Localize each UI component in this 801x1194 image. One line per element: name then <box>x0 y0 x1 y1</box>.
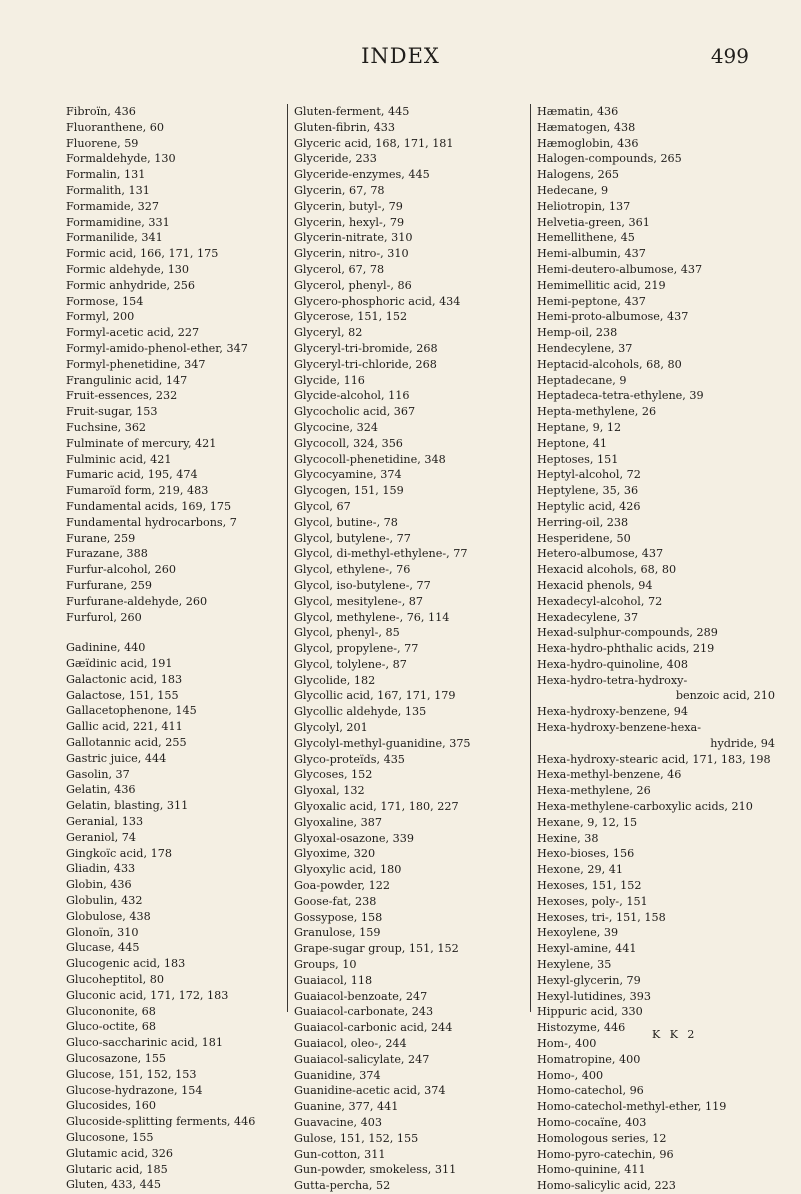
index-entry: Glucosides, 160 <box>66 1099 157 1113</box>
index-entry: Groups, 10 <box>294 958 357 972</box>
index-entry: Glyoxalic acid, 171, 180, 227 <box>294 800 459 814</box>
index-entry: Glyco-proteïds, 435 <box>294 752 405 766</box>
index-entry: Fundamental hydrocarbons, 7 <box>66 515 237 529</box>
index-entry: Formamidine, 331 <box>66 215 170 229</box>
index-entry: Formanilide, 341 <box>66 231 163 245</box>
index-entry: Hemellithene, 45 <box>537 231 635 245</box>
index-entry: Formyl, 200 <box>66 310 135 324</box>
index-entry: Hexadecylene, 37 <box>537 610 639 624</box>
index-entry: Glyceryl, 82 <box>294 326 363 340</box>
index-entry: Gelatin, 436 <box>66 783 136 797</box>
index-entry: Glutaric acid, 185 <box>66 1162 168 1176</box>
index-entry: Gelatin, blasting, 311 <box>66 799 189 813</box>
index-entry: Herring-oil, 238 <box>537 515 629 529</box>
index-entry: Glyceryl-tri-bromide, 268 <box>294 341 438 355</box>
index-entry: Goose-fat, 238 <box>294 894 377 908</box>
index-entry: Hedecane, 9 <box>537 183 609 197</box>
index-entry: Glycol, phenyl-, 85 <box>294 626 400 640</box>
index-entry: Gastric juice, 444 <box>66 751 167 765</box>
index-entry: Hetero-albumose, 437 <box>537 547 664 561</box>
index-entry: Hexyl-amine, 441 <box>537 942 637 956</box>
index-entry: Glycerin, nitro-, 310 <box>294 247 409 261</box>
index-entry: Gluconic acid, 171, 172, 183 <box>66 988 229 1002</box>
index-entry: hydride, 94 <box>710 736 775 750</box>
index-entry: Formyl-phenetidine, 347 <box>66 357 206 371</box>
index-entry: Fulminate of mercury, 421 <box>66 436 217 450</box>
index-entry: Guavacine, 403 <box>294 1116 382 1129</box>
index-entry: Formic anhydride, 256 <box>66 278 195 292</box>
index-entry: Hexacid phenols, 94 <box>537 578 653 592</box>
index-entry: Hemimellitic acid, 219 <box>537 278 666 292</box>
index-entry: Glyceric acid, 168, 171, 181 <box>294 136 454 150</box>
index-entry: Guanine, 377, 441 <box>294 1100 399 1114</box>
index-entry: Hexa-hydro-tetra-hydroxy- <box>537 673 688 687</box>
index-entry: Gulose, 151, 152, 155 <box>294 1131 419 1145</box>
index-entry: Glycocyamine, 374 <box>294 468 402 482</box>
index-entry: Hexone, 29, 41 <box>537 863 623 877</box>
index-entry: Fruit-essences, 232 <box>66 389 178 403</box>
index-entry: Homo-catechol-methyl-ether, 119 <box>537 1100 727 1114</box>
index-entry: Glycol, iso-butylene-, 77 <box>294 578 431 592</box>
index-entry: Glycoses, 152 <box>294 768 373 782</box>
index-entry: Glucosone, 155 <box>66 1131 154 1144</box>
index-entry: Hexoses, tri-, 151, 158 <box>537 910 666 924</box>
index-entry: Glucase, 445 <box>66 941 140 955</box>
index-entry: Glyoxal, 132 <box>294 784 365 798</box>
index-entry: Glucoside-splitting ferments, 446 <box>66 1115 256 1129</box>
index-entry: Glyceryl-tri-chloride, 268 <box>294 357 437 371</box>
index-entry: Globulose, 438 <box>66 909 151 923</box>
index-entry: Heptadeca-tetra-ethylene, 39 <box>537 389 704 403</box>
index-entry: Homo-catechol, 96 <box>537 1084 644 1098</box>
index-entry: Goa-powder, 122 <box>294 879 390 893</box>
index-entry: Glycol, tolylene-, 87 <box>294 657 407 671</box>
index-entry: Hepta-methylene, 26 <box>537 405 657 419</box>
index-entry: Glycerin, butyl-, 79 <box>294 199 403 213</box>
index-entry: Glucogenic acid, 183 <box>66 957 186 971</box>
index-entry: Glycol, butylene-, 77 <box>294 531 411 545</box>
index-entry: Hom-, 400 <box>537 1037 597 1051</box>
index-entry: Glycolyl-methyl-guanidine, 375 <box>294 736 471 750</box>
index-entry: Gallotannic acid, 255 <box>66 736 187 750</box>
index-entry: Halogens, 265 <box>537 168 619 182</box>
index-entry: Hemp-oil, 238 <box>537 326 618 340</box>
index-entry: Gadinine, 440 <box>66 641 146 655</box>
index-entry: Glycol, ethylene-, 76 <box>294 563 411 577</box>
index-entry: Frangulinic acid, 147 <box>66 373 188 387</box>
index-entry: Guaiacol-carbonate, 243 <box>294 1005 434 1019</box>
index-entry: Fundamental acids, 169, 175 <box>66 499 232 513</box>
index-entry: Glucoheptitol, 80 <box>66 973 164 987</box>
index-entry: Heptane, 9, 12 <box>537 420 622 434</box>
index-entry: Galactose, 151, 155 <box>66 688 179 702</box>
index-entry: Gluten-fibrin, 433 <box>294 120 396 134</box>
index-entry: Galactonic acid, 183 <box>66 672 183 686</box>
index-entry: Hexyl-glycerin, 79 <box>537 973 641 987</box>
index-entry: Hexoses, poly-, 151 <box>537 894 648 908</box>
index-entry: Glycol, mesitylene-, 87 <box>294 594 424 608</box>
index-entry: Heptylene, 35, 36 <box>537 484 639 498</box>
index-entry: Hexad-sulphur-compounds, 289 <box>537 626 718 640</box>
index-entry: Geraniol, 74 <box>66 830 137 844</box>
signature-mark: K K 2 <box>652 1028 698 1041</box>
index-entry: Hesperidene, 50 <box>537 531 631 545</box>
index-entry: Glycocholic acid, 367 <box>294 405 416 419</box>
index-entry: Heptyl-alcohol, 72 <box>537 468 641 482</box>
index-entry: benzoic acid, 210 <box>675 689 775 703</box>
index-entry: Globulin, 432 <box>66 894 143 908</box>
index-entry: Formaldehyde, 130 <box>66 152 176 166</box>
index-entry: Homatropine, 400 <box>537 1052 641 1066</box>
index-entry: Glucose-hydrazone, 154 <box>66 1083 203 1097</box>
page-number: 499 <box>710 44 749 68</box>
index-entry: Glyoxylic acid, 180 <box>294 863 402 877</box>
index-entry: Glycogen, 151, 159 <box>294 484 404 498</box>
index-entry: Granulose, 159 <box>294 926 381 940</box>
index-entry: Glycerin-nitrate, 310 <box>294 231 413 245</box>
index-entry: Glycerol, phenyl-, 86 <box>294 278 412 292</box>
index-entry: Glycolyl, 201 <box>294 721 368 735</box>
index-entry: Fruit-sugar, 153 <box>66 405 158 419</box>
index-entry: Furfurol, 260 <box>66 610 142 624</box>
index-entry: Fluoranthene, 60 <box>66 120 164 134</box>
index-entry: Hexoylene, 39 <box>537 926 619 940</box>
index-entry: Hæmatogen, 438 <box>537 120 636 134</box>
index-entry: Gutta-percha, 52 <box>294 1179 391 1193</box>
index-entry: Heptadecane, 9 <box>537 373 627 387</box>
index-entry: Furfur-alcohol, 260 <box>66 563 177 577</box>
index-entry: Glucononite, 68 <box>66 1004 156 1018</box>
index-entry: Hendecylene, 37 <box>537 341 633 355</box>
index-entry: Glyceride-enzymes, 445 <box>294 168 430 182</box>
index-entry: Glycollic acid, 167, 171, 179 <box>294 689 456 703</box>
index-entry: Guaiacol-carbonic acid, 244 <box>294 1021 453 1035</box>
index-column-2 <box>287 104 512 1193</box>
index-entry: Hæmoglobin, 436 <box>537 136 639 150</box>
index-entry: Hexoses, 151, 152 <box>537 879 642 893</box>
index-entry: Glutamic acid, 326 <box>66 1146 174 1160</box>
index-entry: Homo-pyro-catechin, 96 <box>537 1147 674 1161</box>
index-entry: Glycol, 67 <box>294 499 351 513</box>
index-entry: Glyoxal-osazone, 339 <box>294 831 414 845</box>
index-entry: Gun-powder, smokeless, 311 <box>294 1163 457 1177</box>
index-entry: Homo-cocaïne, 403 <box>537 1116 647 1129</box>
index-entry: Formyl-amido-phenol-ether, 347 <box>66 341 248 355</box>
index-entry: Glycerose, 151, 152 <box>294 310 408 324</box>
index-entry: Homo-, 400 <box>537 1068 604 1082</box>
index-entry: Gossypose, 158 <box>294 910 383 924</box>
index-entry: Fuchsine, 362 <box>66 420 147 434</box>
index-entry: Gingkoïc acid, 178 <box>66 846 172 860</box>
index-entry: Gun-cotton, 311 <box>294 1147 386 1161</box>
index-entry: Fulminic acid, 421 <box>66 452 172 466</box>
index-entry: Heliotropin, 137 <box>537 199 631 213</box>
index-entry: Glycocine, 324 <box>294 420 378 434</box>
index-entry: Guaiacol-salicylate, 247 <box>294 1052 430 1066</box>
index-entry: Glycol, di-methyl-ethylene-, 77 <box>294 547 468 561</box>
index-entry: Formic acid, 166, 171, 175 <box>66 247 219 261</box>
index-entry: Geranial, 133 <box>66 815 144 829</box>
index-entry: Furane, 259 <box>66 531 136 545</box>
index-entry: Glycerol, 67, 78 <box>294 262 385 276</box>
index-entry: Hæmatin, 436 <box>537 105 619 118</box>
index-entry: Guaiacol, oleo-, 244 <box>294 1037 407 1051</box>
index-entry: Hexyl-lutidines, 393 <box>537 989 651 1003</box>
index-entry: Glycide, 116 <box>294 373 365 387</box>
index-entry: Helvetia-green, 361 <box>537 215 650 229</box>
index-entry: Hexo-bioses, 156 <box>537 847 635 861</box>
index-entry: Heptylic acid, 426 <box>537 499 641 513</box>
index-entry: Hemi-deutero-albumose, 437 <box>537 262 703 276</box>
index-entry: Glyceride, 233 <box>294 152 377 166</box>
index-entry: Fibroïn, 436 <box>66 105 136 118</box>
index-entry: Glycerin, 67, 78 <box>294 183 385 197</box>
index-entry: Gasolin, 37 <box>66 767 130 781</box>
index-entry: Glycero-phosphoric acid, 434 <box>294 294 461 308</box>
index-entry: Formose, 154 <box>66 294 144 308</box>
index-entry: Guanidine-acetic acid, 374 <box>294 1084 446 1098</box>
index-entry: Fumaric acid, 195, 474 <box>66 468 198 482</box>
index-entry: Hexa-methyl-benzene, 46 <box>537 768 682 782</box>
index-entry: Homo-salicylic acid, 223 <box>537 1179 676 1193</box>
index-entry: Hexylene, 35 <box>537 958 612 972</box>
index-entry: Furfurane, 259 <box>66 578 152 592</box>
index-entry: Gluten, 433, 445 <box>66 1178 161 1192</box>
index-entry: Glycocoll-phenetidine, 348 <box>294 452 446 466</box>
index-entry: Hexa-hydroxy-stearic acid, 171, 183, 198 <box>537 752 771 766</box>
index-entry: Histozyme, 446 <box>537 1021 626 1035</box>
index-entry: Hemi-proto-albumose, 437 <box>537 310 689 324</box>
index-entry: Hexine, 38 <box>537 831 599 845</box>
index-entry: Gæïdinic acid, 191 <box>66 657 173 671</box>
index-entry: Halogen-compounds, 265 <box>537 152 682 166</box>
index-entry: Glycol, methylene-, 76, 114 <box>294 610 450 624</box>
page-header <box>0 44 801 74</box>
index-entry: Heptoses, 151 <box>537 452 619 466</box>
index-entry: Glycocoll, 324, 356 <box>294 436 403 450</box>
index-entry: Fumaroïd form, 219, 483 <box>66 484 209 498</box>
index-entry: Formyl-acetic acid, 227 <box>66 326 200 340</box>
index-entry: Guaiacol, 118 <box>294 973 373 987</box>
index-entry: Heptacid-alcohols, 68, 80 <box>537 357 682 371</box>
index-entry: Formalin, 131 <box>66 168 146 182</box>
index-entry: Hemi-peptone, 437 <box>537 294 646 308</box>
index-entry: Homo-quinine, 411 <box>537 1163 646 1177</box>
index-entry: Furfurane-aldehyde, 260 <box>66 594 208 608</box>
index-entry: Hexa-hydroxy-benzene, 94 <box>537 705 688 719</box>
index-entry: Formic aldehyde, 130 <box>66 262 190 276</box>
index-entry: Hexa-methylene, 26 <box>537 784 651 798</box>
index-entry: Glycol, propylene-, 77 <box>294 642 419 656</box>
index-entry: Hexa-hydro-phthalic acids, 219 <box>537 642 715 656</box>
index-entry: Hexane, 9, 12, 15 <box>537 815 638 829</box>
index-entry: Glycolide, 182 <box>294 673 376 687</box>
index-entry: Hexa-hydro-quinoline, 408 <box>537 657 689 671</box>
index-entry: Grape-sugar group, 151, 152 <box>294 942 459 956</box>
index-entry: Hexadecyl-alcohol, 72 <box>537 594 663 608</box>
index-entry: Formamide, 327 <box>66 199 159 213</box>
index-entry: Hemi-albumin, 437 <box>537 247 646 261</box>
index-entry: Glycollic aldehyde, 135 <box>294 705 427 719</box>
index-entry: Gluten-ferment, 445 <box>294 105 410 118</box>
index-entry: Gallacetophenone, 145 <box>66 704 197 718</box>
index-entry: Glucosazone, 155 <box>66 1052 167 1066</box>
index-entry: Glonoïn, 310 <box>66 925 139 939</box>
index-entry: Glycide-alcohol, 116 <box>294 389 410 403</box>
page-title: INDEX <box>361 44 440 68</box>
index-entry: Hexa-methylene-carboxylic acids, 210 <box>537 800 753 814</box>
index-entry: Hippuric acid, 330 <box>537 1005 643 1019</box>
index-entry: Guaiacol-benzoate, 247 <box>294 989 428 1003</box>
index-entry: Glyoxime, 320 <box>294 847 376 861</box>
index-entry: Formalith, 131 <box>66 183 150 197</box>
index-entry: Homologous series, 12 <box>537 1131 667 1145</box>
index-entry: Glycerin, hexyl-, 79 <box>294 215 405 229</box>
index-entry: Fluorene, 59 <box>66 136 139 150</box>
index-entry: Gluco-octite, 68 <box>66 1020 157 1034</box>
index-entry: Glyoxaline, 387 <box>294 815 382 829</box>
index-column-1 <box>66 104 276 1193</box>
index-entry: Hexacid alcohols, 68, 80 <box>537 563 677 577</box>
index-entry: Furazane, 388 <box>66 547 148 561</box>
index-entry: Gluco-saccharinic acid, 181 <box>66 1036 223 1050</box>
index-entry: Gallic acid, 221, 411 <box>66 720 183 734</box>
index-entry: Hexa-hydroxy-benzene-hexa- <box>537 721 702 735</box>
index-entry: Globin, 436 <box>66 878 132 892</box>
index-entry: Heptone, 41 <box>537 436 607 450</box>
index-entry: Gliadin, 433 <box>66 862 136 876</box>
index-entry: Glycol, butine-, 78 <box>294 515 398 529</box>
index-entry: Guanidine, 374 <box>294 1068 381 1082</box>
index-entry: Glucose, 151, 152, 153 <box>66 1067 197 1081</box>
